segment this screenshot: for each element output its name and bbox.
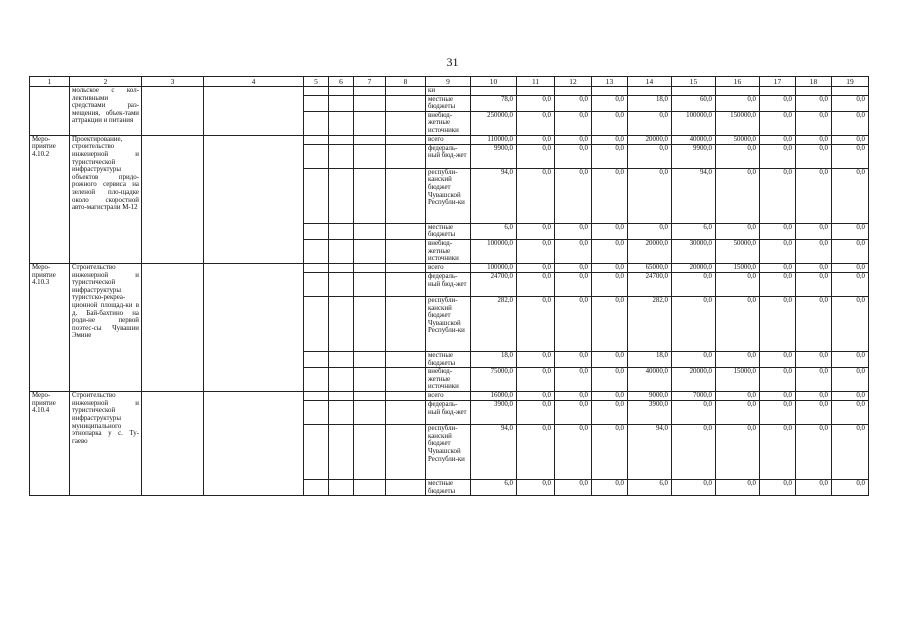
budget-code-cell: [329, 168, 354, 223]
column-number-cell: 6: [329, 77, 354, 87]
amount-cell: 0,0: [796, 392, 832, 401]
amount-cell: 100000,0: [471, 263, 517, 272]
budget-code-cell: [354, 480, 386, 496]
amount-cell: 0,0: [760, 296, 796, 351]
measure-name-cell: Строительство инженерной и туристической инфраструктуры муниципального этнопарка у с. Ту-гаево: [70, 392, 142, 496]
funding-source-cell: федераль-ный бюд-жет: [426, 272, 471, 296]
amount-cell: 0,0: [716, 272, 760, 296]
amount-cell: 0,0: [832, 263, 869, 272]
measure-name-cell: Проектирование, строительство инженерной и туристической инфраструктуры объектов придо-рожного сервиса на зеленой пло-щадке около скоростной авто-магистрали М-12: [70, 135, 142, 263]
budget-code-cell: [354, 239, 386, 263]
budget-code-cell: [304, 144, 329, 168]
budget-code-cell: [329, 95, 354, 111]
column-number-cell: 12: [555, 77, 592, 87]
amount-cell: 0,0: [517, 95, 555, 111]
budget-code-cell: [386, 168, 426, 223]
amount-cell: 18,0: [628, 351, 672, 367]
budget-code-cell: [329, 480, 354, 496]
amount-cell: 3900,0: [628, 401, 672, 425]
column-number-cell: 7: [354, 77, 386, 87]
budget-code-cell: [354, 296, 386, 351]
column-number-cell: 14: [628, 77, 672, 87]
amount-cell: 0,0: [832, 144, 869, 168]
column-number-cell: 18: [796, 77, 832, 87]
amount-cell: 0,0: [796, 95, 832, 111]
amount-cell: 0,0: [517, 480, 555, 496]
amount-cell: 0,0: [517, 368, 555, 392]
funding-source-cell: местные бюджеты: [426, 480, 471, 496]
amount-cell: 0,0: [796, 263, 832, 272]
measure-name-cell: мольское с кол-лективными средствами раз-мещения, объек-тами аттракции и питания: [70, 87, 142, 136]
budget-code-cell: [354, 168, 386, 223]
budget-code-cell: [386, 111, 426, 135]
amount-cell: 24700,0: [471, 272, 517, 296]
budget-code-cell: [354, 135, 386, 144]
amount-cell: 0,0: [796, 296, 832, 351]
amount-cell: 0,0: [592, 95, 628, 111]
amount-cell: 0,0: [517, 263, 555, 272]
budget-code-cell: [329, 135, 354, 144]
amount-cell: 0,0: [716, 392, 760, 401]
budget-code-cell: [354, 144, 386, 168]
column-number-cell: 5: [304, 77, 329, 87]
amount-cell: 0,0: [796, 351, 832, 367]
amount-cell: 0,0: [555, 425, 592, 480]
budget-code-cell: [386, 368, 426, 392]
amount-cell: 0,0: [592, 392, 628, 401]
amount-cell: 0,0: [628, 168, 672, 223]
budget-code-cell: [304, 95, 329, 111]
amount-cell: 110000,0: [471, 135, 517, 144]
amount-cell: 0,0: [796, 425, 832, 480]
budget-code-cell: [329, 351, 354, 367]
budget-code-cell: [386, 95, 426, 111]
amount-cell: 0,0: [517, 111, 555, 135]
measure-code-cell: Меро-приятие 4.10.2: [30, 135, 70, 263]
amount-cell: 0,0: [796, 368, 832, 392]
amount-cell: 0,0: [760, 263, 796, 272]
amount-cell: 7000,0: [672, 392, 716, 401]
amount-cell: 0,0: [760, 111, 796, 135]
funding-source-cell: республи-канский бюджет Чувашской Республи-ки: [426, 168, 471, 223]
amount-cell: 20000,0: [628, 239, 672, 263]
budget-code-cell: [386, 223, 426, 239]
budget-code-cell: [304, 263, 329, 272]
budget-code-cell: [386, 144, 426, 168]
page-number: 31: [446, 55, 459, 69]
funding-source-cell: ки: [426, 87, 471, 96]
funding-source-cell: местные бюджеты: [426, 351, 471, 367]
amount-cell: 0,0: [832, 351, 869, 367]
amount-cell: 0,0: [592, 144, 628, 168]
budget-code-cell: [329, 296, 354, 351]
budget-code-cell: [329, 144, 354, 168]
budget-code-cell: [329, 368, 354, 392]
amount-cell: 0,0: [555, 144, 592, 168]
amount-cell: 0,0: [796, 135, 832, 144]
amount-cell: 24700,0: [628, 272, 672, 296]
column-number-cell: 10: [471, 77, 517, 87]
column-number-cell: 17: [760, 77, 796, 87]
amount-cell: 60,0: [672, 95, 716, 111]
amount-cell: 20000,0: [628, 135, 672, 144]
amount-cell: 100000,0: [471, 239, 517, 263]
participants-cell: [204, 392, 304, 496]
amount-cell: 50000,0: [716, 239, 760, 263]
amount-cell: 0,0: [832, 272, 869, 296]
amount-cell: 78,0: [471, 95, 517, 111]
column-number-cell: 15: [672, 77, 716, 87]
amount-cell: 0,0: [832, 168, 869, 223]
amount-cell: 0,0: [555, 296, 592, 351]
amount-cell: 18,0: [628, 95, 672, 111]
column-number-cell: 3: [142, 77, 204, 87]
amount-cell: 0,0: [796, 111, 832, 135]
column-number-cell: 4: [204, 77, 304, 87]
measure-code-cell: Меро-приятие 4.10.4: [30, 392, 70, 496]
amount-cell: 0,0: [716, 223, 760, 239]
budget-code-cell: [304, 87, 329, 96]
amount-cell: 0,0: [517, 296, 555, 351]
amount-cell: 40000,0: [672, 135, 716, 144]
amount-cell: 0,0: [832, 392, 869, 401]
funding-source-cell: внебюд-жетные источники: [426, 111, 471, 135]
amount-cell: 0,0: [832, 95, 869, 111]
amount-cell: 0,0: [517, 223, 555, 239]
amount-cell: 0,0: [592, 368, 628, 392]
amount-cell: 20000,0: [672, 263, 716, 272]
amount-cell: 0,0: [796, 401, 832, 425]
amount-cell: 0,0: [716, 95, 760, 111]
amount-cell: 0,0: [517, 351, 555, 367]
amount-cell: 65000,0: [628, 263, 672, 272]
table-body: [30, 77, 869, 496]
amount-cell: 250000,0: [471, 111, 517, 135]
amount-cell: 0,0: [555, 392, 592, 401]
budget-code-cell: [329, 111, 354, 135]
budget-code-cell: [329, 263, 354, 272]
table-row: [30, 87, 869, 96]
amount-cell: 0,0: [760, 425, 796, 480]
responsible-cell: [142, 392, 204, 496]
amount-cell: 0,0: [628, 144, 672, 168]
amount-cell: 0,0: [628, 111, 672, 135]
amount-cell: 0,0: [832, 135, 869, 144]
column-number-cell: 9: [426, 77, 471, 87]
amount-cell: 0,0: [672, 401, 716, 425]
amount-cell: [517, 87, 555, 96]
amount-cell: 9900,0: [471, 144, 517, 168]
amount-cell: 0,0: [555, 401, 592, 425]
amount-cell: 0,0: [592, 111, 628, 135]
amount-cell: 0,0: [592, 272, 628, 296]
column-number-cell: 11: [517, 77, 555, 87]
amount-cell: 0,0: [716, 351, 760, 367]
amount-cell: 0,0: [592, 401, 628, 425]
amount-cell: 0,0: [592, 168, 628, 223]
budget-code-cell: [304, 368, 329, 392]
amount-cell: 6,0: [628, 480, 672, 496]
budget-code-cell: [354, 223, 386, 239]
column-number-cell: 13: [592, 77, 628, 87]
amount-cell: 0,0: [555, 95, 592, 111]
budget-code-cell: [354, 272, 386, 296]
amount-cell: 0,0: [517, 168, 555, 223]
participants-cell: [204, 263, 304, 391]
amount-cell: 0,0: [517, 425, 555, 480]
amount-cell: 0,0: [760, 223, 796, 239]
amount-cell: 0,0: [796, 223, 832, 239]
amount-cell: 0,0: [555, 111, 592, 135]
amount-cell: 0,0: [760, 480, 796, 496]
amount-cell: 0,0: [760, 351, 796, 367]
amount-cell: 282,0: [471, 296, 517, 351]
amount-cell: 0,0: [832, 111, 869, 135]
amount-cell: 0,0: [672, 351, 716, 367]
budget-code-cell: [354, 425, 386, 480]
funding-source-cell: федераль-ный бюд-жет: [426, 144, 471, 168]
budget-code-cell: [386, 135, 426, 144]
amount-cell: 0,0: [592, 223, 628, 239]
budget-code-cell: [354, 263, 386, 272]
amount-cell: 0,0: [592, 239, 628, 263]
amount-cell: 0,0: [592, 351, 628, 367]
responsible-cell: [142, 263, 204, 391]
amount-cell: 0,0: [716, 296, 760, 351]
amount-cell: 0,0: [517, 239, 555, 263]
amount-cell: 94,0: [471, 168, 517, 223]
amount-cell: 94,0: [672, 168, 716, 223]
amount-cell: 0,0: [832, 296, 869, 351]
budget-code-cell: [304, 351, 329, 367]
column-number-cell: 19: [832, 77, 869, 87]
funding-source-cell: республи-канский бюджет Чувашской Республи-ки: [426, 425, 471, 480]
amount-cell: 0,0: [555, 168, 592, 223]
table-row: [30, 135, 869, 144]
amount-cell: 15000,0: [716, 368, 760, 392]
amount-cell: 0,0: [760, 368, 796, 392]
budget-code-cell: [386, 480, 426, 496]
funding-source-cell: местные бюджеты: [426, 223, 471, 239]
amount-cell: 0,0: [832, 401, 869, 425]
funding-source-cell: местные бюджеты: [426, 95, 471, 111]
budget-code-cell: [354, 351, 386, 367]
amount-cell: 0,0: [517, 401, 555, 425]
budget-code-cell: [304, 111, 329, 135]
amount-cell: 0,0: [832, 480, 869, 496]
amount-cell: 0,0: [555, 223, 592, 239]
amount-cell: 0,0: [716, 401, 760, 425]
amount-cell: 0,0: [760, 401, 796, 425]
budget-code-cell: [329, 425, 354, 480]
funding-source-cell: республи-канский бюджет Чувашской Республи-ки: [426, 296, 471, 351]
amount-cell: 0,0: [555, 272, 592, 296]
budget-code-cell: [304, 401, 329, 425]
column-number-cell: 1: [30, 77, 70, 87]
budget-code-cell: [386, 351, 426, 367]
amount-cell: [832, 87, 869, 96]
amount-cell: 0,0: [517, 144, 555, 168]
amount-cell: 0,0: [555, 368, 592, 392]
budget-code-cell: [386, 392, 426, 401]
amount-cell: 30000,0: [672, 239, 716, 263]
budget-code-cell: [329, 392, 354, 401]
table-row: [30, 263, 869, 272]
amount-cell: 0,0: [760, 95, 796, 111]
budget-code-cell: [386, 272, 426, 296]
amount-cell: 0,0: [796, 480, 832, 496]
amount-cell: 0,0: [760, 168, 796, 223]
funding-source-cell: внебюд-жетные источники: [426, 239, 471, 263]
amount-cell: 6,0: [471, 223, 517, 239]
amount-cell: 94,0: [471, 425, 517, 480]
amount-cell: [672, 87, 716, 96]
budget-code-cell: [354, 111, 386, 135]
measure-name-cell: Строительство инженерной и туристической инфраструктуры туристско-рекреа-ционной площад-ки в д. Бай-бахтино на роди-не первой поэтес-сы Чувашии Эмине: [70, 263, 142, 391]
column-number-cell: 16: [716, 77, 760, 87]
funding-source-cell: всего: [426, 263, 471, 272]
budget-code-cell: [354, 392, 386, 401]
amount-cell: 0,0: [796, 144, 832, 168]
amount-cell: 0,0: [592, 263, 628, 272]
budget-code-cell: [386, 296, 426, 351]
amount-cell: 0,0: [796, 239, 832, 263]
amount-cell: 0,0: [832, 239, 869, 263]
budget-code-cell: [304, 135, 329, 144]
budget-code-cell: [354, 368, 386, 392]
budget-code-cell: [304, 239, 329, 263]
amount-cell: 0,0: [628, 223, 672, 239]
amount-cell: 0,0: [716, 168, 760, 223]
amount-cell: [716, 87, 760, 96]
amount-cell: 0,0: [592, 296, 628, 351]
amount-cell: 40000,0: [628, 368, 672, 392]
funding-source-cell: всего: [426, 392, 471, 401]
budget-code-cell: [304, 168, 329, 223]
amount-cell: 0,0: [555, 480, 592, 496]
amount-cell: 0,0: [760, 272, 796, 296]
amount-cell: 0,0: [555, 351, 592, 367]
responsible-cell: [142, 87, 204, 136]
amount-cell: [628, 87, 672, 96]
amount-cell: 0,0: [517, 272, 555, 296]
amount-cell: 18,0: [471, 351, 517, 367]
amount-cell: 16000,0: [471, 392, 517, 401]
amount-cell: 0,0: [672, 425, 716, 480]
budget-code-cell: [304, 296, 329, 351]
amount-cell: 9000,0: [628, 392, 672, 401]
amount-cell: 0,0: [796, 272, 832, 296]
amount-cell: [796, 87, 832, 96]
amount-cell: 6,0: [471, 480, 517, 496]
measure-code-cell: Меро-приятие 4.10.3: [30, 263, 70, 391]
budget-code-cell: [329, 87, 354, 96]
amount-cell: [592, 87, 628, 96]
amount-cell: [760, 87, 796, 96]
amount-cell: 15000,0: [716, 263, 760, 272]
budget-code-cell: [386, 87, 426, 96]
column-number-cell: 8: [386, 77, 426, 87]
budget-code-cell: [329, 401, 354, 425]
budget-code-cell: [304, 425, 329, 480]
budget-table: [29, 76, 869, 496]
amount-cell: 0,0: [760, 392, 796, 401]
amount-cell: 0,0: [760, 239, 796, 263]
amount-cell: 9900,0: [672, 144, 716, 168]
amount-cell: 0,0: [672, 480, 716, 496]
amount-cell: 20000,0: [672, 368, 716, 392]
amount-cell: 0,0: [832, 368, 869, 392]
budget-code-cell: [386, 239, 426, 263]
participants-cell: [204, 87, 304, 136]
amount-cell: 282,0: [628, 296, 672, 351]
budget-code-cell: [354, 401, 386, 425]
amount-cell: 150000,0: [716, 111, 760, 135]
amount-cell: 0,0: [555, 263, 592, 272]
amount-cell: 0,0: [760, 135, 796, 144]
budget-code-cell: [354, 95, 386, 111]
amount-cell: 50000,0: [716, 135, 760, 144]
amount-cell: [471, 87, 517, 96]
amount-cell: 0,0: [672, 296, 716, 351]
amount-cell: 0,0: [555, 239, 592, 263]
amount-cell: 94,0: [628, 425, 672, 480]
amount-cell: 0,0: [517, 135, 555, 144]
amount-cell: 0,0: [517, 392, 555, 401]
participants-cell: [204, 135, 304, 263]
budget-code-cell: [329, 239, 354, 263]
budget-code-cell: [304, 392, 329, 401]
funding-source-cell: федераль-ный бюд-жет: [426, 401, 471, 425]
amount-cell: 0,0: [796, 168, 832, 223]
funding-source-cell: всего: [426, 135, 471, 144]
budget-code-cell: [386, 425, 426, 480]
amount-cell: 100000,0: [672, 111, 716, 135]
budget-code-cell: [304, 223, 329, 239]
amount-cell: 75000,0: [471, 368, 517, 392]
budget-code-cell: [386, 401, 426, 425]
budget-code-cell: [329, 272, 354, 296]
amount-cell: 0,0: [716, 144, 760, 168]
amount-cell: 3900,0: [471, 401, 517, 425]
amount-cell: 0,0: [760, 144, 796, 168]
amount-cell: 0,0: [672, 272, 716, 296]
amount-cell: 0,0: [716, 480, 760, 496]
funding-source-cell: внебюд-жетные источники: [426, 368, 471, 392]
amount-cell: 0,0: [592, 135, 628, 144]
amount-cell: 0,0: [832, 425, 869, 480]
budget-code-cell: [304, 480, 329, 496]
responsible-cell: [142, 135, 204, 263]
budget-code-cell: [354, 87, 386, 96]
column-number-row: [30, 77, 869, 87]
amount-cell: 0,0: [555, 135, 592, 144]
column-number-cell: 2: [70, 77, 142, 87]
table-row: [30, 392, 869, 401]
amount-cell: 0,0: [592, 425, 628, 480]
budget-code-cell: [329, 223, 354, 239]
amount-cell: 0,0: [592, 480, 628, 496]
amount-cell: 6,0: [672, 223, 716, 239]
amount-cell: 0,0: [832, 223, 869, 239]
amount-cell: [555, 87, 592, 96]
budget-code-cell: [304, 272, 329, 296]
measure-code-cell: [30, 87, 70, 136]
budget-code-cell: [386, 263, 426, 272]
amount-cell: 0,0: [716, 425, 760, 480]
